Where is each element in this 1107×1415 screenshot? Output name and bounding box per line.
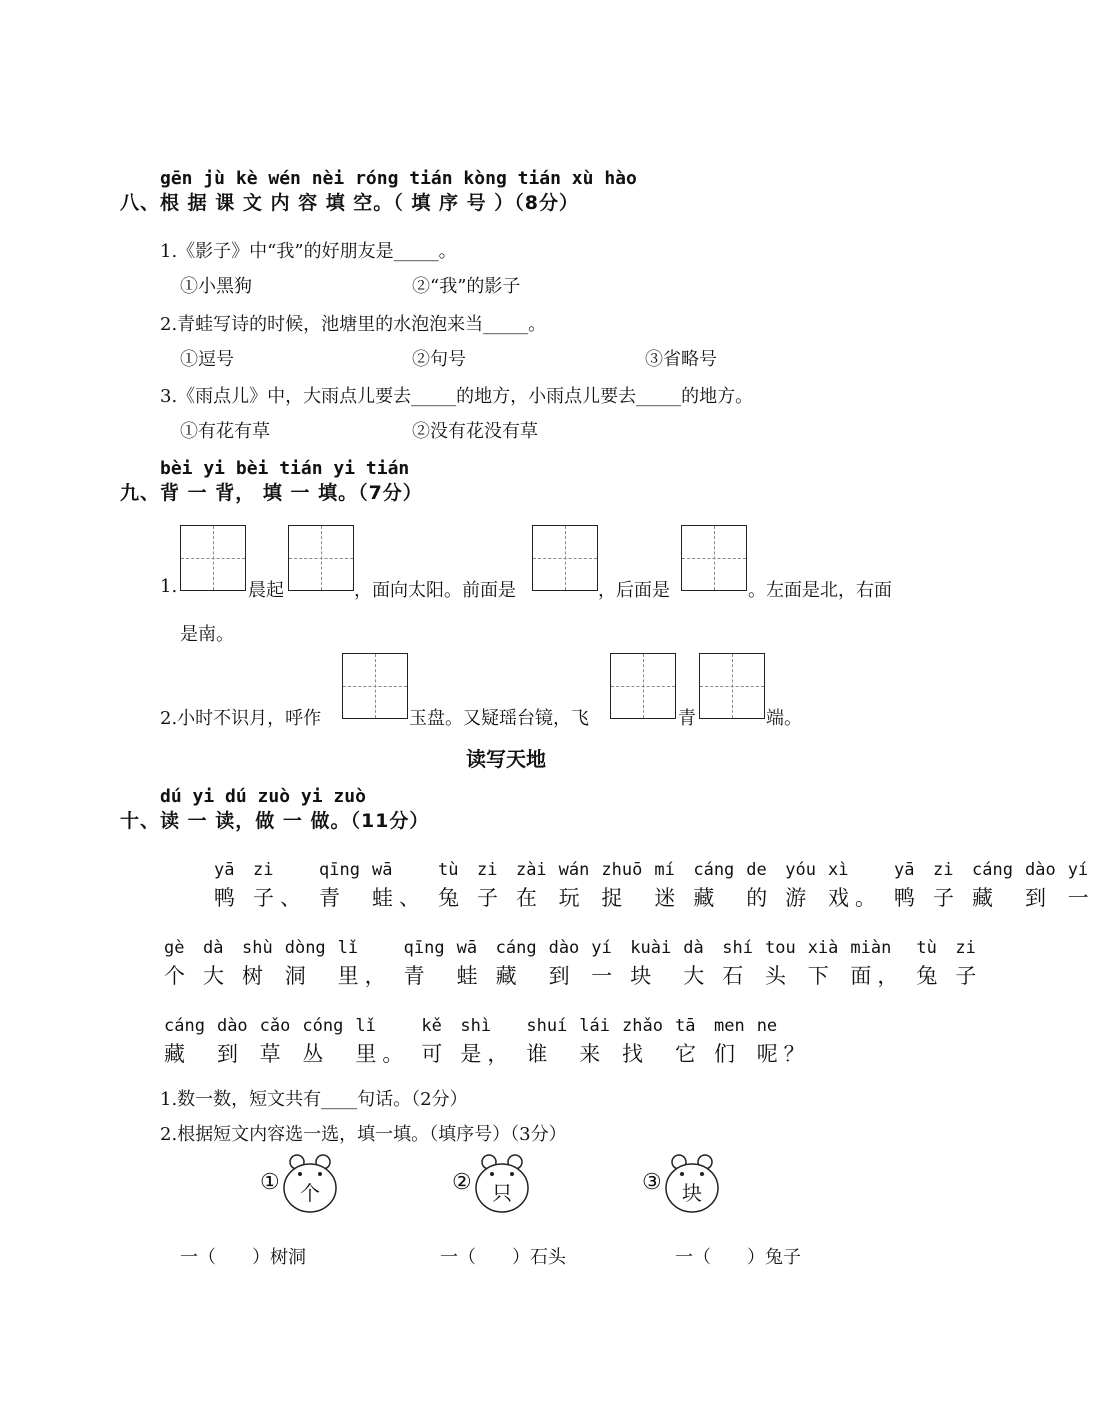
pinyin: zi	[933, 860, 954, 880]
sec10-q1: 1.数一数，短文共有____句话。（2分）	[160, 1089, 468, 1110]
hanzi: 草	[259, 1042, 287, 1066]
hanzi: 青	[403, 964, 431, 988]
hanzi: 下	[807, 964, 835, 988]
pinyin: zhǎo	[622, 1016, 663, 1036]
pinyin: gè	[164, 938, 185, 958]
hanzi: 戏。	[828, 886, 883, 910]
pinyin: shì	[460, 1016, 492, 1036]
sec8-q2: 2.青蛙写诗的时候，池塘里的水泡泡来当_____。	[160, 314, 547, 335]
hanzi: 头	[764, 964, 792, 988]
hanzi: 大	[203, 964, 230, 988]
sec8-q2-option-1: ①逗号	[180, 349, 234, 370]
passage-char	[916, 938, 943, 990]
hanzi: 是，	[460, 1042, 515, 1066]
pinyin: dà	[203, 938, 224, 958]
hanzi: 蛙	[456, 964, 484, 988]
passage-char	[496, 938, 537, 990]
pinyin: yí	[1067, 860, 1089, 880]
sec8-q3: 3.《雨点儿》中，大雨点儿要去_____的地方，小雨点儿要去_____的地方。	[160, 386, 754, 407]
sec9-title: 九、背 一 背， 填 一 填。（7分）	[120, 482, 423, 504]
answer-box-5[interactable]	[342, 653, 408, 719]
passage-char	[526, 1016, 567, 1068]
sec9-l1-text-f: 是南。	[180, 624, 234, 645]
passage-char	[933, 860, 960, 912]
hanzi: 到	[1024, 886, 1052, 910]
passage-line-1	[214, 860, 1107, 912]
sec8-q1-option-1: ①小黑狗	[180, 276, 252, 297]
sec8-q2-option-3: ③省略号	[645, 349, 717, 370]
sec8-q3-option-2: ②没有花没有草	[412, 421, 538, 442]
hanzi: 到	[548, 964, 576, 988]
passage-char	[894, 860, 921, 912]
passage-char	[242, 938, 273, 990]
passage-char	[850, 938, 904, 990]
hanzi: 鸭	[214, 886, 241, 910]
sec9-l1-num: 1.	[160, 576, 178, 597]
hanzi: 大	[683, 964, 711, 988]
pinyin: xià	[807, 938, 839, 958]
pinyin: cáng	[972, 860, 1013, 880]
hanzi: 个	[164, 964, 191, 988]
hanzi: 藏	[972, 886, 1000, 910]
pinyin: xì	[828, 860, 849, 880]
pinyin: lǐ	[337, 938, 359, 958]
pinyin: mí	[654, 860, 675, 880]
sec9-l1-text-c: ，面向太阳。前面是	[354, 580, 516, 601]
sec10-pinyin: dú yi dú zuò yi zuò	[160, 786, 366, 807]
pinyin: qīng	[403, 938, 445, 958]
choice-3-mark: ③	[642, 1170, 662, 1195]
passage-char	[516, 860, 547, 912]
pinyin: yí	[591, 938, 612, 958]
answer-box-6[interactable]	[610, 653, 676, 719]
answer-box-7[interactable]	[699, 653, 765, 719]
pinyin: ne	[756, 1016, 778, 1036]
pinyin: yā	[894, 860, 915, 880]
passage-char	[746, 860, 773, 912]
passage-char	[372, 860, 426, 912]
hanzi: 到	[216, 1042, 244, 1066]
fill-rabbit[interactable]: 一（ ）兔子	[675, 1247, 801, 1268]
sec8-pinyin: gēn jù kè wén nèi róng tián kòng tián xù hào	[160, 168, 637, 189]
passage-char	[477, 860, 504, 912]
hanzi: 鸭	[894, 886, 922, 910]
passage-char	[203, 938, 230, 990]
answer-box-3[interactable]	[532, 525, 598, 591]
hanzi: 子	[933, 886, 961, 910]
passage-char	[559, 860, 590, 912]
pinyin: dào	[216, 1016, 248, 1036]
pinyin: cáng	[164, 1016, 205, 1036]
passage-char	[217, 1016, 248, 1068]
hanzi: 青	[319, 886, 346, 910]
passage-char	[302, 1016, 343, 1068]
passage-char	[421, 1016, 448, 1068]
passage-char	[808, 938, 839, 990]
choice-1-char: 个	[300, 1181, 320, 1205]
passage-char	[214, 860, 241, 912]
pinyin: wā	[456, 938, 478, 958]
passage-char	[972, 860, 1013, 912]
pinyin: cǎo	[259, 1016, 291, 1036]
hanzi: 子	[955, 964, 983, 988]
choice-2-char: 只	[492, 1181, 512, 1205]
pinyin: lǐ	[355, 1016, 376, 1036]
pinyin: zài	[515, 860, 547, 880]
hanzi: 藏	[495, 964, 523, 988]
pinyin: zhuō	[601, 860, 643, 880]
hanzi: 们	[713, 1042, 741, 1066]
passage-char	[757, 1016, 811, 1068]
choice-1-mark: ①	[260, 1170, 280, 1195]
hanzi: 丛	[302, 1042, 330, 1066]
answer-box-1[interactable]	[180, 525, 246, 591]
passage-char	[785, 860, 816, 912]
pinyin: shuí	[526, 1016, 568, 1036]
sec9-l2-text-a: 2.小时不识月，呼作	[160, 708, 322, 729]
pinyin: lái	[579, 1016, 611, 1036]
pinyin: dào	[548, 938, 580, 958]
hanzi: 兔	[916, 964, 944, 988]
hanzi: 子、	[253, 886, 307, 910]
pinyin: qīng	[319, 860, 360, 880]
hanzi: 迷	[654, 886, 682, 910]
passage-char	[460, 1016, 514, 1068]
hanzi: 里，	[337, 964, 392, 988]
passage-char	[630, 938, 671, 990]
pinyin: de	[746, 860, 767, 880]
passage-char	[828, 860, 882, 912]
hanzi: 在	[515, 886, 543, 910]
sec8-title: 八、根 据 课 文 内 容 填 空。（ 填 序 号 ）（8分）	[120, 192, 579, 214]
hanzi: 谁	[526, 1042, 554, 1066]
passage-char	[285, 938, 326, 990]
hanzi: 蛙、	[371, 886, 426, 910]
hanzi: 树	[242, 964, 269, 988]
passage-char	[1068, 860, 1095, 912]
hanzi: 一	[591, 964, 619, 988]
hanzi: 一	[1067, 886, 1095, 910]
pinyin: cáng	[693, 860, 735, 880]
pinyin: cáng	[495, 938, 537, 958]
section-heading: 读写天地	[466, 747, 546, 771]
passage-char	[622, 1016, 663, 1068]
pinyin: tù	[916, 938, 937, 958]
sec10-title: 十、读 一 读，做 一 做。（11分）	[120, 810, 430, 832]
pinyin: zi	[476, 860, 498, 880]
pinyin: wā	[371, 860, 393, 880]
hanzi: 兔	[437, 886, 465, 910]
passage-char	[164, 1016, 205, 1068]
passage-char	[338, 938, 392, 990]
sec8-q1-option-2: ②“我”的影子	[412, 276, 521, 297]
sec9-l1-text-d: ，后面是	[598, 580, 670, 601]
passage-char	[722, 938, 753, 990]
passage-char	[591, 938, 618, 990]
pinyin: men	[713, 1016, 745, 1036]
fill-tree-hole[interactable]: 一（ ）树洞	[180, 1247, 306, 1268]
sec8-q3-option-1: ①有花有草	[180, 421, 270, 442]
pinyin: dào	[1024, 860, 1056, 880]
hanzi: 面，	[850, 964, 905, 988]
passage-char	[579, 1016, 610, 1068]
passage-char	[260, 1016, 291, 1068]
passage-char	[955, 938, 982, 990]
passage-char	[601, 860, 642, 912]
hanzi: 藏	[164, 1042, 191, 1066]
hanzi: 捉	[601, 886, 629, 910]
hanzi: 玩	[558, 886, 586, 910]
passage-char	[253, 860, 307, 912]
hanzi: 它	[674, 1042, 702, 1066]
passage-char	[457, 938, 484, 990]
passage-char	[319, 860, 360, 912]
pinyin: yóu	[785, 860, 817, 880]
sec9-l1-text-e: 。左面是北，右面	[748, 580, 892, 601]
sec9-l2-text-b: 玉盘。又疑瑶台镜，飞	[409, 708, 589, 729]
answer-box-2[interactable]	[288, 525, 354, 591]
passage-line-3	[164, 1016, 823, 1068]
pinyin: dòng	[284, 938, 326, 958]
sec9-l2-text-d: 端。	[766, 708, 802, 729]
passage-char	[654, 860, 681, 912]
pinyin: dà	[683, 938, 704, 958]
passage-char	[714, 1016, 745, 1068]
pinyin: tù	[437, 860, 459, 880]
sec9-l1-text-b: 晨起	[248, 580, 284, 601]
pinyin: shí	[722, 938, 753, 958]
pinyin: kuài	[630, 938, 672, 958]
pinyin: tou	[764, 938, 796, 958]
pinyin: zi	[955, 938, 976, 958]
answer-box-4[interactable]	[681, 525, 747, 591]
sec10-q2: 2.根据短文内容选一选，填一填。（填序号）（3分）	[160, 1124, 567, 1145]
passage-char	[355, 1016, 409, 1068]
passage-char	[693, 860, 734, 912]
passage-char	[438, 860, 465, 912]
pinyin: miàn	[850, 938, 892, 958]
fill-stone[interactable]: 一（ ）石头	[440, 1247, 566, 1268]
hanzi: 洞	[284, 964, 312, 988]
pinyin: tā	[674, 1016, 696, 1036]
passage-char	[765, 938, 796, 990]
hanzi: 的	[746, 886, 774, 910]
passage-char	[164, 938, 191, 990]
pinyin: kě	[421, 1016, 442, 1036]
hanzi: 游	[785, 886, 813, 910]
passage-char	[549, 938, 580, 990]
hanzi: 藏	[693, 886, 721, 910]
choice-2-mark: ②	[452, 1170, 472, 1195]
sec9-pinyin: bèi yi bèi tián yi tián	[160, 458, 410, 479]
hanzi: 可	[421, 1042, 449, 1066]
hanzi: 来	[579, 1042, 607, 1066]
hanzi: 里。	[355, 1042, 410, 1066]
hanzi: 子	[476, 886, 504, 910]
pinyin: wán	[558, 860, 590, 880]
hanzi: 块	[630, 964, 658, 988]
hanzi: 呢？	[756, 1042, 811, 1066]
hanzi: 找	[622, 1042, 650, 1066]
passage-line-2	[164, 938, 994, 990]
pinyin: cóng	[302, 1016, 344, 1036]
pinyin: shù	[242, 938, 273, 958]
sec8-q1: 1.《影子》中“我”的好朋友是_____。	[160, 241, 457, 262]
pinyin: zi	[253, 860, 274, 880]
hanzi: 石	[722, 964, 750, 988]
passage-char	[683, 938, 710, 990]
passage-char	[404, 938, 445, 990]
sec8-q2-option-2: ②句号	[412, 349, 466, 370]
pinyin: yā	[214, 860, 235, 880]
passage-char	[675, 1016, 702, 1068]
sec9-l2-text-c: 青	[678, 708, 696, 729]
passage-char	[1025, 860, 1056, 912]
choice-3-char: 块	[682, 1181, 702, 1205]
